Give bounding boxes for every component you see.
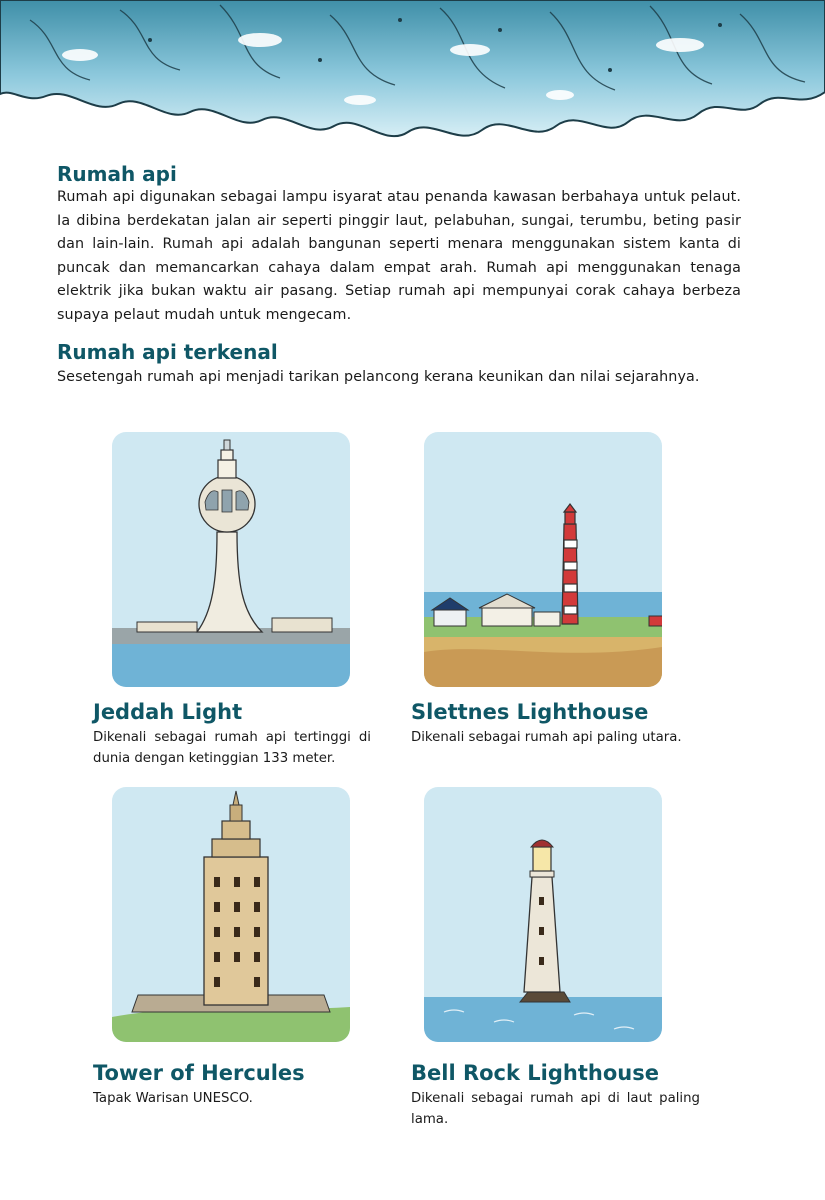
lighthouse-name: Bell Rock Lighthouse bbox=[411, 1061, 659, 1085]
section-body-rumah-api: Rumah api digunakan sebagai lampu isyarat atau penanda kawasan berbahaya untuk pelaut. Ia dibina berdekatan jalan air seperti pinggir laut, pelabuhan, sungai, terumbu, beting pasir dan lain-lain. Rumah api adalah bangunan seperti menara menggunakan sistem kanta di puncak dan memancarkan cahaya dalam empat arah. Rumah api menggunakan tenaga elektrik jika bukan waktu air pasang. Setiap rumah api mempunyai corak cahaya berbeza supaya pelaut mudah untuk mengecam. bbox=[57, 189, 741, 323]
section-body-rumah-api-terkenal: Sesetengah rumah api menjadi tarikan pelancong kerana keunikan dan nilai sejarahnya. bbox=[57, 369, 700, 385]
lighthouse-name: Jeddah Light bbox=[93, 700, 243, 724]
lighthouse-description: Dikenali sebagai rumah api di laut paling lama. bbox=[411, 1091, 700, 1127]
jeddah-light-illustration bbox=[112, 432, 350, 687]
section-heading-rumah-api: Rumah api bbox=[57, 162, 177, 186]
lighthouse-name: Tower of Hercules bbox=[93, 1061, 305, 1085]
lighthouse-description: Tapak Warisan UNESCO. bbox=[93, 1091, 253, 1106]
slettnes-lighthouse-illustration bbox=[424, 432, 662, 687]
lighthouse-name: Slettnes Lighthouse bbox=[411, 700, 649, 724]
wave-illustration bbox=[0, 0, 825, 150]
bell-rock-lighthouse-illustration bbox=[424, 787, 662, 1042]
tower-of-hercules-illustration bbox=[112, 787, 350, 1042]
lighthouse-description: Dikenali sebagai rumah api paling utara. bbox=[411, 730, 682, 745]
section-heading-rumah-api-terkenal: Rumah api terkenal bbox=[57, 340, 278, 364]
lighthouse-description: Dikenali sebagai rumah api tertinggi di dunia dengan ketinggian 133 meter. bbox=[93, 730, 371, 766]
